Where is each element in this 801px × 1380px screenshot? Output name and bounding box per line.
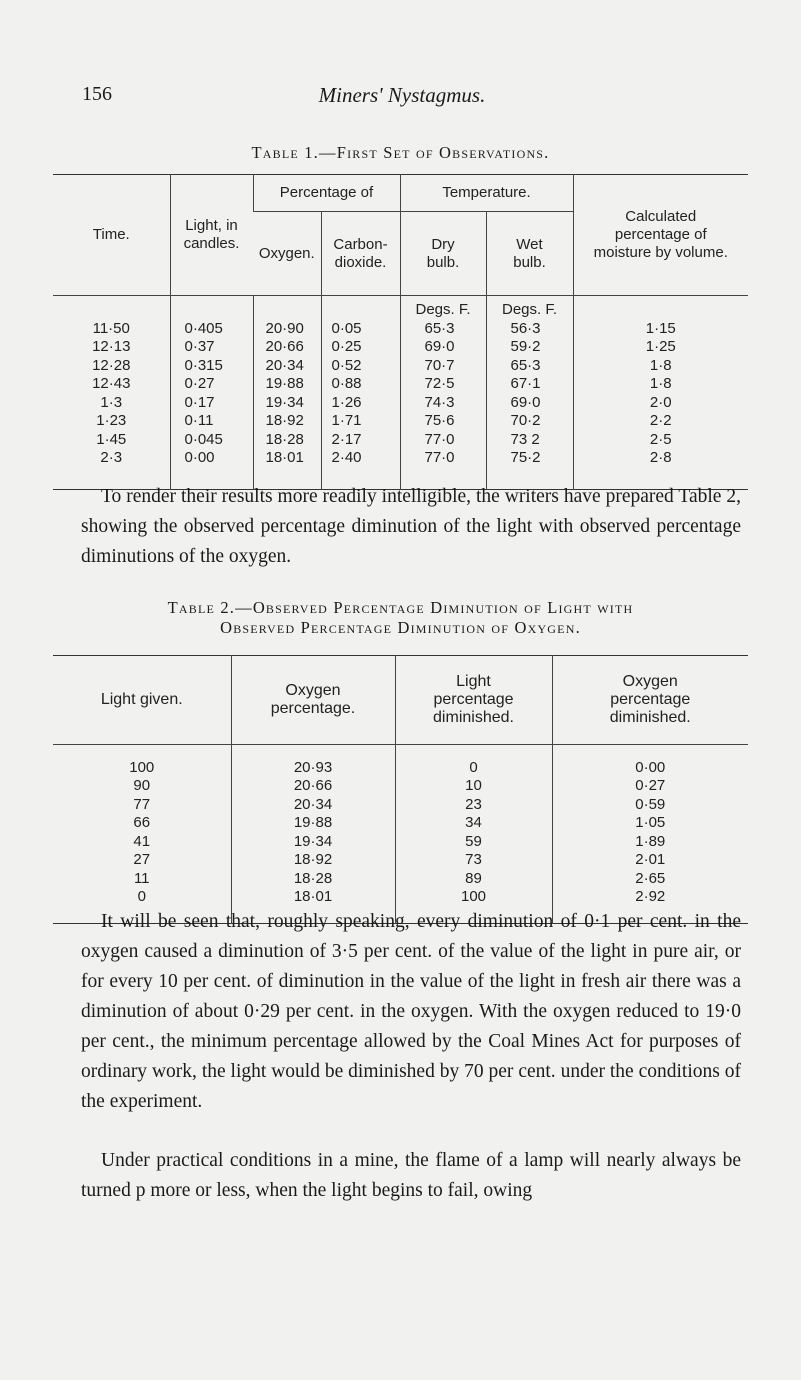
table1-cell: 12·13 bbox=[92, 338, 131, 355]
table1-cell: 1·45 bbox=[96, 430, 127, 448]
col-oxygen-percentage-header: Oxygen percentage. bbox=[231, 656, 395, 745]
table1-cell: 70·7 bbox=[400, 357, 486, 376]
table1-cell: 1·15 bbox=[573, 320, 748, 339]
table1-row bbox=[53, 338, 748, 357]
table1-cell: 69·0 bbox=[486, 394, 573, 413]
table1-cell: 0·27 bbox=[170, 375, 253, 394]
table2-body bbox=[53, 745, 748, 924]
table1-cell: 1·3 bbox=[100, 393, 123, 411]
page-number: 156 bbox=[82, 83, 112, 105]
paragraph-2-text: It will be seen that, roughly speaking, every diminution of 0·1 per cent. in the oxygen caused a diminution of 3·5 per cent. of the value of the light in pure air, or for every 10 per cent. of diminution in the value of the light in fresh air there was a diminution of about 0·29 per cent. in the oxygen. With the oxygen reduced to 19·0 per cent., the minimum percentage allowed by the Coal Mines Act for purposes of ordinary work, the light would be diminished by 70 per cent. under the conditions of the experiment. bbox=[81, 911, 741, 1112]
table1-row bbox=[53, 394, 748, 413]
col-oxygen-diminished-header: Oxygen percentage diminished. bbox=[552, 656, 748, 745]
table1-cell: 20·34 bbox=[253, 357, 321, 376]
table2-cell: 90 bbox=[133, 777, 151, 794]
table2-cell: 18·92 bbox=[231, 851, 395, 870]
table2-row bbox=[53, 759, 748, 778]
table1-cell: 77·0 bbox=[400, 431, 486, 450]
table1-cell: 19·34 bbox=[253, 394, 321, 413]
table2-cell: 0·27 bbox=[552, 777, 748, 796]
paragraph-1-text: To render their results more readily intelligible, the writers have prepared Table 2, showing the observed percentage diminution of the light with observed percentage diminutions of the oxygen. bbox=[81, 486, 741, 567]
col-wet-bulb-header: Wet bulb. bbox=[486, 212, 573, 296]
table2-cell: 18·01 bbox=[231, 888, 395, 923]
table1-cell: 2·8 bbox=[573, 449, 748, 489]
table1-cell: 0·05 bbox=[321, 320, 400, 339]
table1-cell: 12·43 bbox=[92, 375, 131, 392]
table2-cell: 19·34 bbox=[231, 833, 395, 852]
table1-row bbox=[53, 431, 748, 450]
table1-cell: 1·26 bbox=[321, 394, 400, 413]
table2-cell: 0·00 bbox=[552, 759, 748, 778]
col-carbon-dioxide-header: Carbon-dioxide. bbox=[321, 212, 400, 296]
table2-cell: 0·59 bbox=[552, 796, 748, 815]
table1-cell: 20·66 bbox=[253, 338, 321, 357]
table2-row bbox=[53, 814, 748, 833]
table1-cell: 19·88 bbox=[253, 375, 321, 394]
table1-cell: 70·2 bbox=[486, 412, 573, 431]
table2-cell: 77 bbox=[133, 795, 151, 813]
table1-cell: 18·92 bbox=[253, 412, 321, 431]
paragraph-1 bbox=[81, 482, 741, 572]
table1-cell: 56·3 bbox=[486, 320, 573, 339]
table1-cell: 67·1 bbox=[486, 375, 573, 394]
table2-row bbox=[53, 833, 748, 852]
table1-cell: 18·01 bbox=[253, 449, 321, 489]
table2-caption bbox=[0, 598, 801, 638]
table1-cell: 75·6 bbox=[400, 412, 486, 431]
table1-cell: 65·3 bbox=[400, 320, 486, 339]
table2-cell: 11 bbox=[133, 869, 150, 887]
table2-cell: 20·66 bbox=[231, 777, 395, 796]
table2-cell: 59 bbox=[395, 833, 552, 852]
table1-cell: 65·3 bbox=[486, 357, 573, 376]
col-percentage-of-header: Percentage of bbox=[253, 175, 400, 212]
table1-cell: 11·50 bbox=[92, 319, 130, 337]
table1-cell: 2·3 bbox=[100, 449, 123, 466]
col-light-header: Light, in candles. bbox=[170, 175, 253, 296]
table2-cell: 20·34 bbox=[231, 796, 395, 815]
table1-cell: 1·71 bbox=[321, 412, 400, 431]
col-light-given-header: Light given. bbox=[53, 656, 231, 745]
table2-cell: 18·28 bbox=[231, 870, 395, 889]
table1-row bbox=[53, 320, 748, 339]
table2-cell: 41 bbox=[133, 832, 151, 850]
col-temperature-header: Temperature. bbox=[400, 175, 573, 212]
table2-cell: 2·92 bbox=[552, 888, 748, 923]
table2-cell: 27 bbox=[133, 851, 151, 868]
table1-cell: 0·315 bbox=[170, 357, 253, 376]
table2-cell: 0 bbox=[395, 759, 552, 778]
col-moisture-header: Calculated percentage of moisture by volume. bbox=[573, 175, 748, 296]
table2-cell: 23 bbox=[395, 796, 552, 815]
table1-cell: 0·88 bbox=[321, 375, 400, 394]
table2-row bbox=[53, 796, 748, 815]
table2-row bbox=[53, 870, 748, 889]
table1-row bbox=[53, 357, 748, 376]
table1-cell: 1·8 bbox=[573, 357, 748, 376]
table1-body bbox=[53, 296, 748, 490]
paragraph-3 bbox=[81, 1146, 741, 1206]
page-header bbox=[82, 83, 722, 113]
table1-units-row bbox=[53, 296, 748, 320]
table2-caption-line1: Table 2.—Observed Percentage Diminution of Light with bbox=[167, 598, 634, 617]
table1-cell: 1·8 bbox=[573, 375, 748, 394]
table1-row bbox=[53, 412, 748, 431]
table1-cell: 20·90 bbox=[253, 320, 321, 339]
col-oxygen-header: Oxygen. bbox=[253, 212, 321, 296]
table1-cell: 59·2 bbox=[486, 338, 573, 357]
table2-cell: 0 bbox=[137, 888, 146, 905]
table1-caption bbox=[0, 143, 801, 163]
table1-cell: 2·0 bbox=[573, 394, 748, 413]
table1-cell: 77·0 bbox=[400, 449, 486, 489]
table2-row bbox=[53, 777, 748, 796]
table1-cell: 1·25 bbox=[573, 338, 748, 357]
table2-cell: 2·65 bbox=[552, 870, 748, 889]
table1 bbox=[53, 174, 748, 490]
table2-cell: 20·93 bbox=[231, 759, 395, 778]
table1-caption-text: Table 1.—First Set of Observations. bbox=[251, 143, 550, 162]
table2-cell: 89 bbox=[395, 870, 552, 889]
table2-cell: 34 bbox=[395, 814, 552, 833]
table1-cell: 18·28 bbox=[253, 431, 321, 450]
table1-cell: 0·37 bbox=[170, 338, 253, 357]
paragraph-3-text: Under practical conditions in a mine, the flame of a lamp will nearly always be turned p more or less, when the light begins to fail, owing bbox=[81, 1150, 741, 1201]
table2-cell: 66 bbox=[133, 814, 151, 831]
table1-cell: 73 2 bbox=[486, 431, 573, 450]
col-dry-bulb-header: Dry bulb. bbox=[400, 212, 486, 296]
table2-cell: 1·89 bbox=[552, 833, 748, 852]
table1-cell: 0·25 bbox=[321, 338, 400, 357]
table1-row bbox=[53, 375, 748, 394]
table1-cell: 2·5 bbox=[573, 431, 748, 450]
table2-cell: 100 bbox=[129, 758, 155, 776]
table1-cell: 0·52 bbox=[321, 357, 400, 376]
table2-cell: 19·88 bbox=[231, 814, 395, 833]
table1-cell: 72·5 bbox=[400, 375, 486, 394]
table1-cell: 69·0 bbox=[400, 338, 486, 357]
table2-cell: 100 bbox=[395, 888, 552, 923]
col-light-diminished-header: Light percentage diminished. bbox=[395, 656, 552, 745]
table1-cell: 2·17 bbox=[321, 431, 400, 450]
table1-cell: 1·23 bbox=[96, 412, 127, 429]
running-title: Miners' Nystagmus. bbox=[318, 83, 486, 107]
units-dry-bulb: Degs. F. bbox=[400, 296, 486, 320]
table2-cell: 2·01 bbox=[552, 851, 748, 870]
table1-cell: 0·11 bbox=[170, 412, 253, 431]
table1-cell: 0·00 bbox=[170, 449, 253, 489]
table1-cell: 0·405 bbox=[170, 320, 253, 339]
table1-cell: 75·2 bbox=[486, 449, 573, 489]
table1-cell: 2·2 bbox=[573, 412, 748, 431]
table1-cell: 12·28 bbox=[92, 356, 131, 374]
units-wet-bulb: Degs. F. bbox=[486, 296, 573, 320]
col-time-header: Time. bbox=[53, 175, 170, 296]
table2-caption-line2: Observed Percentage Diminution of Oxygen. bbox=[220, 618, 581, 637]
paragraph-2 bbox=[81, 907, 741, 1117]
table2-cell: 1·05 bbox=[552, 814, 748, 833]
table1-cell: 74·3 bbox=[400, 394, 486, 413]
table1-cell: 0·17 bbox=[170, 394, 253, 413]
table2-cell: 10 bbox=[395, 777, 552, 796]
table2-row bbox=[53, 851, 748, 870]
table2 bbox=[53, 655, 748, 924]
table1-cell: 0·045 bbox=[170, 431, 253, 450]
table2-cell: 73 bbox=[395, 851, 552, 870]
table1-cell: 2·40 bbox=[321, 449, 400, 489]
